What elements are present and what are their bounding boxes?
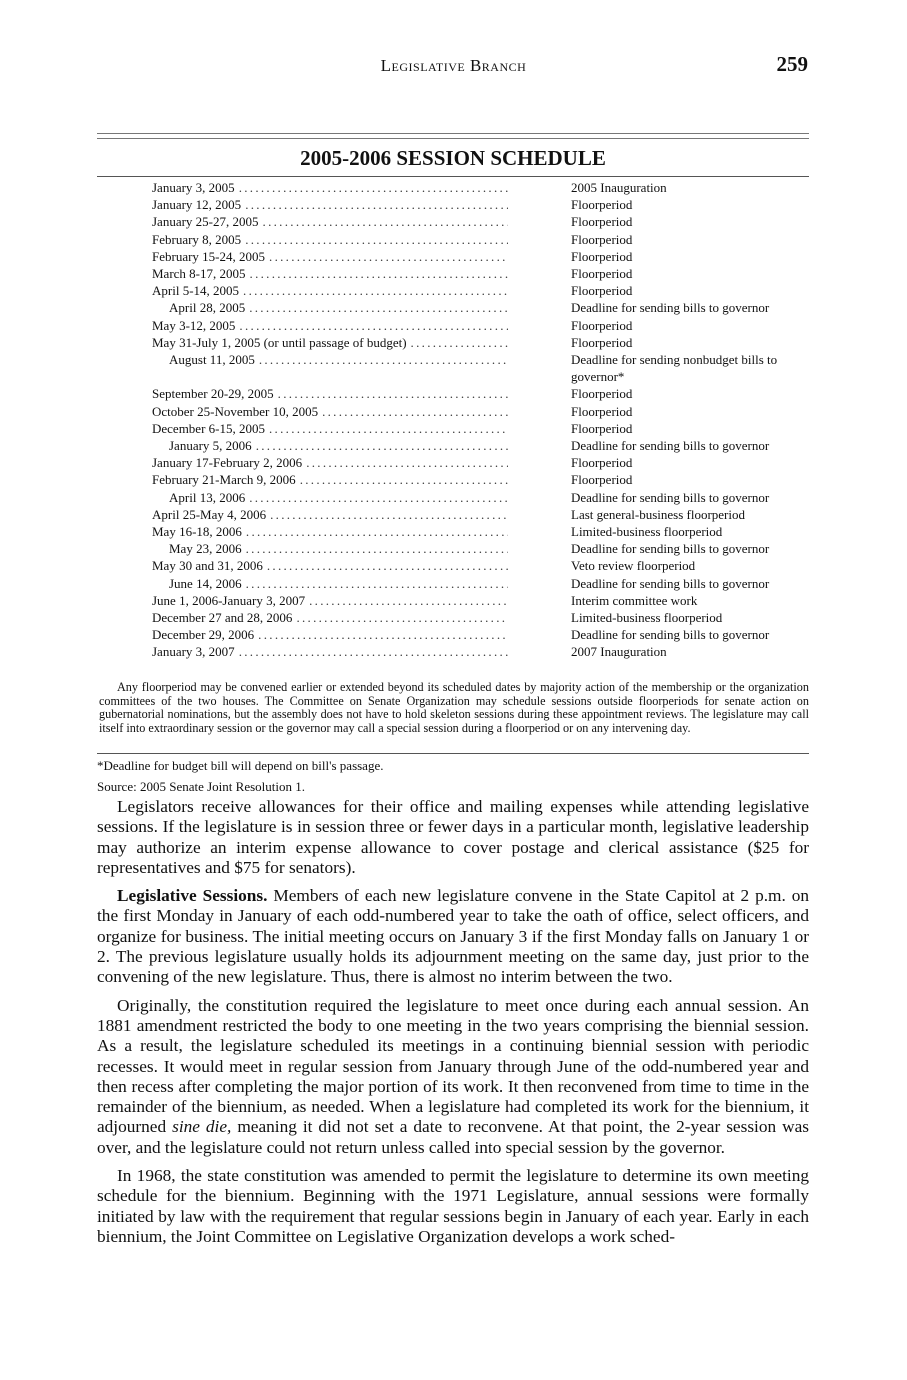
schedule-date-cell xyxy=(152,609,508,626)
paragraph-history-a: Originally, the constitution required the legislature to meet once during each annual session. An 1881 amendment restricted the body to one meeting in the two years comprising the biennial session. As a result, the legislature scheduled its meetings in a continuing biennial session with periodic recesses. It would meet in regular session from January through June of the odd-numbered year and then recess after completing the major portion of its work. It then reconvened from time to time in the remainder of the biennium, as needed. When a legislature had completed its work for the biennium, it adjourned xyxy=(97,995,809,1137)
schedule-row xyxy=(152,403,812,420)
schedule-row xyxy=(152,557,812,574)
dot-leader xyxy=(306,454,508,471)
schedule-date-cell xyxy=(152,592,508,609)
schedule-date: December 29, 2006 xyxy=(152,627,255,643)
dot-leader xyxy=(258,626,508,643)
page-number: 259 xyxy=(776,52,808,76)
schedule-date: May 31-July 1, 2005 (or until passage of budget) xyxy=(152,334,407,350)
schedule-title: 2005-2006 SESSION SCHEDULE xyxy=(300,146,606,170)
schedule-event: Floorperiod xyxy=(571,455,633,471)
dot-leader xyxy=(246,575,508,592)
schedule-event: Last general-business floorperiod xyxy=(571,506,746,522)
schedule-row xyxy=(152,489,812,506)
schedule-date: January 3, 2007 xyxy=(152,644,235,660)
schedule-event: Deadline for sending bills to governor xyxy=(571,575,770,591)
dot-leader xyxy=(411,334,508,351)
dot-leader xyxy=(263,213,508,230)
schedule-event: Floorperiod xyxy=(571,283,633,299)
dot-leader xyxy=(256,437,508,454)
schedule-event: Limited-business floorperiod xyxy=(571,610,723,626)
schedule-row xyxy=(152,540,812,557)
schedule-event: Deadline for sending bills to governor xyxy=(571,489,770,505)
schedule-row xyxy=(152,575,812,592)
schedule-row xyxy=(152,420,812,437)
paragraph-history xyxy=(97,996,809,1158)
schedule-date-cell xyxy=(152,643,508,660)
schedule-date: August 11, 2005 xyxy=(169,352,255,368)
schedule-event: Deadline for sending bills to governor xyxy=(571,541,770,557)
paragraph-sessions-text: Members of each new legislature convene in the State Capitol at 2 p.m. on the first Monday in January of each odd-numbered year to take the oath of office, select officers, and organize for business. The initial meeting occurs on January 3 if the first Monday falls on January 1 or 2. The previous legislature usually holds its adjournment meeting on the same day, just prior to the convening of the new legislature. Thus, there is almost no interim between the two. xyxy=(97,886,809,987)
schedule-date-cell xyxy=(152,282,508,299)
schedule-row xyxy=(152,179,812,196)
schedule-date-cell xyxy=(152,506,508,523)
schedule-row xyxy=(152,213,812,230)
dot-leader xyxy=(259,351,508,368)
schedule-row xyxy=(152,506,812,523)
schedule-date-cell xyxy=(152,317,508,334)
schedule-date-cell xyxy=(152,471,508,488)
schedule-date: October 25-November 10, 2005 xyxy=(152,403,319,419)
schedule-date: May 23, 2006 xyxy=(169,541,242,557)
schedule-date-cell xyxy=(152,265,508,282)
dot-leader xyxy=(245,231,508,248)
schedule-date: June 14, 2006 xyxy=(169,575,242,591)
dot-leader xyxy=(309,592,508,609)
dot-leader xyxy=(249,489,508,506)
schedule-event: Floorperiod xyxy=(571,214,633,230)
schedule-event: Floorperiod xyxy=(571,472,633,488)
schedule-date-cell xyxy=(152,403,508,420)
schedule-event: Deadline for sending bills to governor xyxy=(571,438,770,454)
schedule-date: February 15-24, 2005 xyxy=(152,248,266,264)
schedule-event: Floorperiod xyxy=(571,403,633,419)
schedule-date: June 1, 2006-January 3, 2007 xyxy=(152,592,306,608)
schedule-row xyxy=(152,454,812,471)
schedule-event: Deadline for sending bills to governor xyxy=(571,627,770,643)
dot-leader xyxy=(239,643,508,660)
schedule-footnote: *Deadline for budget bill will depend on bill's passage. xyxy=(97,758,384,773)
schedule-date-cell xyxy=(152,454,508,471)
page-header xyxy=(0,52,907,82)
schedule-event: 2007 Inauguration xyxy=(571,644,667,660)
schedule-date-cell xyxy=(152,213,508,230)
double-rule xyxy=(97,133,809,143)
schedule-date: February 21-March 9, 2006 xyxy=(152,472,296,488)
schedule-row xyxy=(152,282,812,299)
dot-leader xyxy=(239,317,508,334)
schedule-event: Floorperiod xyxy=(571,266,633,282)
dot-leader xyxy=(246,523,508,540)
schedule-row xyxy=(152,471,812,488)
schedule-event: Floorperiod xyxy=(571,317,633,333)
paragraph-history-b: meaning it did not set a date to reconvene. At that point, the 2-year session was over, and the legislature could not return unless called into special session by the governor. xyxy=(97,1117,809,1157)
dot-leader xyxy=(239,179,508,196)
paragraph-1968: In 1968, the state constitution was amended to permit the legislature to determine its own meeting schedule for the biennium. Beginning with the 1971 Legislature, annual sessions were formally initiated by law with the requirement that regular sessions begin in January of each year. Early in each biennium, the Joint Committee on Legislative Organization develops a work sched- xyxy=(97,1166,809,1246)
schedule-note: Any floorperiod may be convened earlier or extended beyond its scheduled dates by majority action of the membership or the organization committees of the two houses. The Committee on Senate Organization may schedule sessions outside floorperiods for senate action on gubernatorial nominations, but the assembly does not have to hold skeleton sessions during these appointment reviews. The legislature may call itself into extraordinary session or the governor may call a special session during a floorperiod or on any intervening day. xyxy=(99,680,809,735)
body-text xyxy=(97,797,809,1255)
note-rule xyxy=(97,753,809,754)
schedule-row xyxy=(152,231,812,248)
schedule-event: 2005 Inauguration xyxy=(571,180,667,195)
schedule-date: May 16-18, 2006 xyxy=(152,524,242,540)
schedule-date: January 5, 2006 xyxy=(169,438,252,454)
schedule-date-cell xyxy=(152,299,508,316)
schedule-event: Floorperiod xyxy=(571,334,633,350)
title-rule xyxy=(97,176,809,177)
schedule-row xyxy=(152,248,812,265)
schedule-date: September 20-29, 2005 xyxy=(152,386,274,402)
schedule-row xyxy=(152,334,812,351)
dot-leader xyxy=(269,420,508,437)
schedule-source: Source: 2005 Senate Joint Resolution 1. xyxy=(97,779,305,794)
schedule-row xyxy=(152,299,812,316)
schedule-date: May 3-12, 2005 xyxy=(152,317,236,333)
dot-leader xyxy=(300,471,508,488)
dot-leader xyxy=(245,196,508,213)
schedule-row xyxy=(152,609,812,626)
running-head: Legislative Branch xyxy=(380,56,527,75)
schedule-table xyxy=(152,179,812,661)
schedule-date-cell xyxy=(152,626,508,643)
schedule-date-cell xyxy=(152,231,508,248)
schedule-event: Floorperiod xyxy=(571,420,633,436)
dot-leader xyxy=(269,248,508,265)
schedule-event: Floorperiod xyxy=(571,231,633,247)
paragraph-sessions xyxy=(97,886,809,987)
schedule-date-cell xyxy=(152,523,508,540)
dot-leader xyxy=(250,265,508,282)
schedule-date-cell xyxy=(152,540,508,557)
schedule-date-cell xyxy=(152,179,508,196)
schedule-date: January 12, 2005 xyxy=(152,197,242,213)
schedule-row xyxy=(152,437,812,454)
schedule-date: April 28, 2005 xyxy=(169,300,246,316)
schedule-row xyxy=(152,592,812,609)
sine-die-term: sine die, xyxy=(172,1117,232,1137)
schedule-row xyxy=(152,523,812,540)
schedule-date-cell xyxy=(152,557,508,574)
dot-leader xyxy=(243,282,508,299)
schedule-event: Floorperiod xyxy=(571,197,633,213)
schedule-date: December 6-15, 2005 xyxy=(152,420,265,436)
schedule-date-cell xyxy=(152,248,508,265)
schedule-event: Deadline for sending bills to governor xyxy=(571,300,770,316)
schedule-date-cell xyxy=(152,489,508,506)
schedule-row xyxy=(152,351,812,385)
schedule-date: March 8-17, 2005 xyxy=(152,266,246,282)
dot-leader xyxy=(249,299,508,316)
paragraph-allowances: Legislators receive allowances for their office and mailing expenses while attending legislative sessions. If the legislature is in session three or fewer days in a particular month, legislative leadership may authorize an interim expense allowance to cover postage and clerical assistance ($25 for representatives and $75 for senators). xyxy=(97,797,809,877)
schedule-row xyxy=(152,385,812,402)
schedule-event: Deadline for sending nonbudget bills to governor* xyxy=(571,352,778,385)
schedule-date: January 17-February 2, 2006 xyxy=(152,455,303,471)
dot-leader xyxy=(267,557,508,574)
schedule-event: Limited-business floorperiod xyxy=(571,524,723,540)
schedule-event: Floorperiod xyxy=(571,386,633,402)
schedule-date-cell xyxy=(152,334,508,351)
schedule-date: April 5-14, 2005 xyxy=(152,283,240,299)
schedule-date-cell xyxy=(152,196,508,213)
dot-leader xyxy=(278,385,508,402)
schedule-date: April 25-May 4, 2006 xyxy=(152,506,267,522)
schedule-row xyxy=(152,626,812,643)
dot-leader xyxy=(296,609,508,626)
schedule-date-cell xyxy=(152,437,508,454)
schedule-row xyxy=(152,643,812,660)
dot-leader xyxy=(270,506,508,523)
schedule-event: Interim committee work xyxy=(571,592,698,608)
schedule-date-cell xyxy=(152,385,508,402)
schedule-date-cell xyxy=(152,575,508,592)
schedule-date: May 30 and 31, 2006 xyxy=(152,558,263,574)
schedule-event: Floorperiod xyxy=(571,248,633,264)
dot-leader xyxy=(322,403,508,420)
schedule-date-cell xyxy=(152,351,508,368)
schedule-event: Veto review floorperiod xyxy=(571,558,696,574)
schedule-row xyxy=(152,265,812,282)
schedule-date: January 3, 2005 xyxy=(152,180,235,195)
schedule-row xyxy=(152,196,812,213)
schedule-date: December 27 and 28, 2006 xyxy=(152,610,293,626)
schedule-date: January 25-27, 2005 xyxy=(152,214,259,230)
schedule-date-cell xyxy=(152,420,508,437)
schedule-date: April 13, 2006 xyxy=(169,489,246,505)
schedule-date: February 8, 2005 xyxy=(152,231,242,247)
schedule-row xyxy=(152,317,812,334)
dot-leader xyxy=(246,540,508,557)
paragraph-heading: Legislative Sessions. xyxy=(117,886,268,906)
